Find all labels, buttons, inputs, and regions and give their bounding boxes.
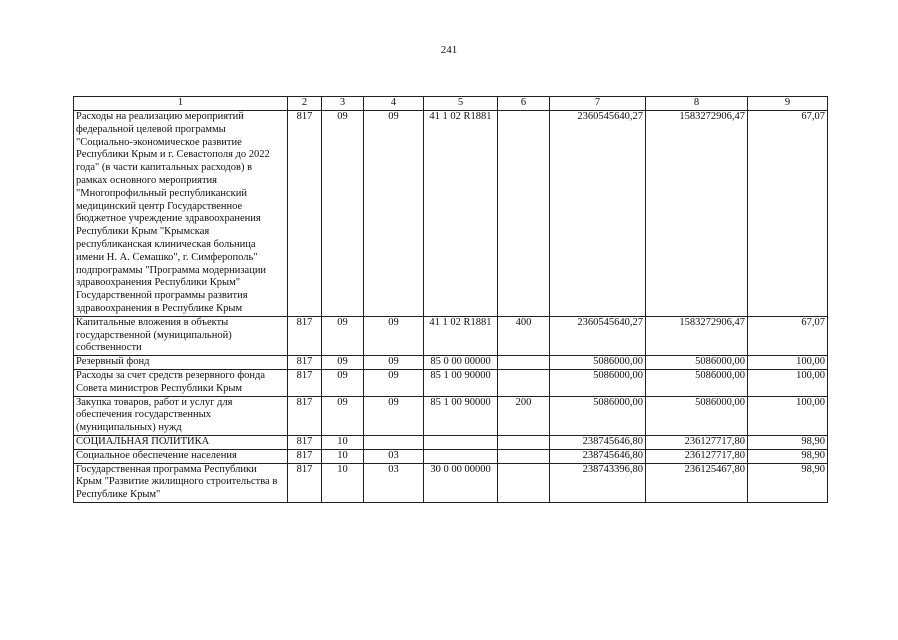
table-row <box>74 435 828 449</box>
page-number: 241 <box>440 44 458 56</box>
cell-percent: 100,00 <box>748 396 828 435</box>
cell-admin-code: 817 <box>288 435 322 449</box>
cell-percent: 98,90 <box>748 435 828 449</box>
cell-target-article <box>424 449 498 463</box>
cell-planned: 238745646,80 <box>550 435 646 449</box>
cell-admin-code: 817 <box>288 369 322 396</box>
cell-section: 10 <box>322 463 364 502</box>
cell-executed: 1583272906,47 <box>646 111 748 317</box>
cell-executed: 5086000,00 <box>646 396 748 435</box>
cell-admin-code: 817 <box>288 316 322 355</box>
row-name: Социальное обеспечение населения <box>74 449 288 463</box>
cell-expense-type <box>498 356 550 370</box>
cell-expense-type <box>498 369 550 396</box>
cell-planned: 5086000,00 <box>550 396 646 435</box>
cell-subsection: 09 <box>364 396 424 435</box>
cell-planned: 5086000,00 <box>550 356 646 370</box>
header-row <box>74 97 828 111</box>
column-header: 7 <box>550 97 646 111</box>
cell-target-article: 41 1 02 R1881 <box>424 316 498 355</box>
cell-planned: 2360545640,27 <box>550 316 646 355</box>
cell-executed: 236127717,80 <box>646 435 748 449</box>
cell-planned: 238745646,80 <box>550 449 646 463</box>
cell-section: 10 <box>322 435 364 449</box>
cell-executed: 5086000,00 <box>646 369 748 396</box>
cell-expense-type: 400 <box>498 316 550 355</box>
column-header: 2 <box>288 97 322 111</box>
cell-executed: 5086000,00 <box>646 356 748 370</box>
cell-admin-code: 817 <box>288 356 322 370</box>
cell-target-article: 85 1 00 90000 <box>424 369 498 396</box>
cell-executed: 236127717,80 <box>646 449 748 463</box>
cell-planned: 5086000,00 <box>550 369 646 396</box>
cell-executed: 236125467,80 <box>646 463 748 502</box>
column-header: 6 <box>498 97 550 111</box>
cell-expense-type <box>498 449 550 463</box>
cell-percent: 100,00 <box>748 356 828 370</box>
row-name: Резервный фонд <box>74 356 288 370</box>
cell-subsection: 09 <box>364 369 424 396</box>
column-header: 5 <box>424 97 498 111</box>
row-name: Расходы за счет средств резервного фонда Совета министров Республики Крым <box>74 369 288 396</box>
row-name: Закупка товаров, работ и услуг для обеспечения государственных (муниципальных) нужд <box>74 396 288 435</box>
cell-expense-type: 200 <box>498 396 550 435</box>
cell-percent: 67,07 <box>748 316 828 355</box>
column-header: 4 <box>364 97 424 111</box>
table-row <box>74 449 828 463</box>
row-name: Капитальные вложения в объекты государственной (муниципальной) собственности <box>74 316 288 355</box>
cell-subsection: 09 <box>364 111 424 317</box>
cell-section: 09 <box>322 316 364 355</box>
cell-expense-type <box>498 463 550 502</box>
cell-target-article: 85 0 00 00000 <box>424 356 498 370</box>
cell-target-article: 30 0 00 00000 <box>424 463 498 502</box>
column-header: 1 <box>74 97 288 111</box>
table-row <box>74 111 828 317</box>
column-header: 9 <box>748 97 828 111</box>
cell-admin-code: 817 <box>288 111 322 317</box>
row-name: СОЦИАЛЬНАЯ ПОЛИТИКА <box>74 435 288 449</box>
cell-section: 09 <box>322 369 364 396</box>
cell-target-article: 85 1 00 90000 <box>424 396 498 435</box>
cell-subsection: 03 <box>364 449 424 463</box>
cell-expense-type <box>498 435 550 449</box>
cell-percent: 98,90 <box>748 463 828 502</box>
column-header: 8 <box>646 97 748 111</box>
budget-table <box>73 96 828 503</box>
cell-admin-code: 817 <box>288 396 322 435</box>
cell-section: 09 <box>322 396 364 435</box>
cell-section: 09 <box>322 111 364 317</box>
column-header: 3 <box>322 97 364 111</box>
cell-subsection: 09 <box>364 316 424 355</box>
table-row <box>74 356 828 370</box>
cell-target-article <box>424 435 498 449</box>
table-row <box>74 316 828 355</box>
table-row <box>74 369 828 396</box>
row-name: Расходы на реализацию мероприятий федеральной целевой программы "Социально-экономическое развитие Республики Крым и г. Севастополя до 2022 года" (в части капитальных расходов) в рамках основного мероприятия "Многопрофильный республиканский медицинский центр Государственное бюджетное учреждение здравоохранения Республики Крым "Крымская республиканская клиническая больница имени Н. А. Семашко", г. Симферополь" подпрограммы "Программа модернизации здравоохранения Республики Крым" Государственной программы развития здравоохранения в Республике Крым <box>74 111 288 317</box>
cell-percent: 67,07 <box>748 111 828 317</box>
cell-percent: 100,00 <box>748 369 828 396</box>
cell-target-article: 41 1 02 R1881 <box>424 111 498 317</box>
cell-planned: 238743396,80 <box>550 463 646 502</box>
table-row <box>74 396 828 435</box>
cell-percent: 98,90 <box>748 449 828 463</box>
table-row <box>74 463 828 502</box>
cell-admin-code: 817 <box>288 463 322 502</box>
cell-section: 09 <box>322 356 364 370</box>
cell-planned: 2360545640,27 <box>550 111 646 317</box>
cell-section: 10 <box>322 449 364 463</box>
cell-executed: 1583272906,47 <box>646 316 748 355</box>
cell-subsection: 09 <box>364 356 424 370</box>
cell-admin-code: 817 <box>288 449 322 463</box>
cell-subsection <box>364 435 424 449</box>
cell-subsection: 03 <box>364 463 424 502</box>
cell-expense-type <box>498 111 550 317</box>
row-name: Государственная программа Республики Крым "Развитие жилищного строительства в Республике Крым" <box>74 463 288 502</box>
